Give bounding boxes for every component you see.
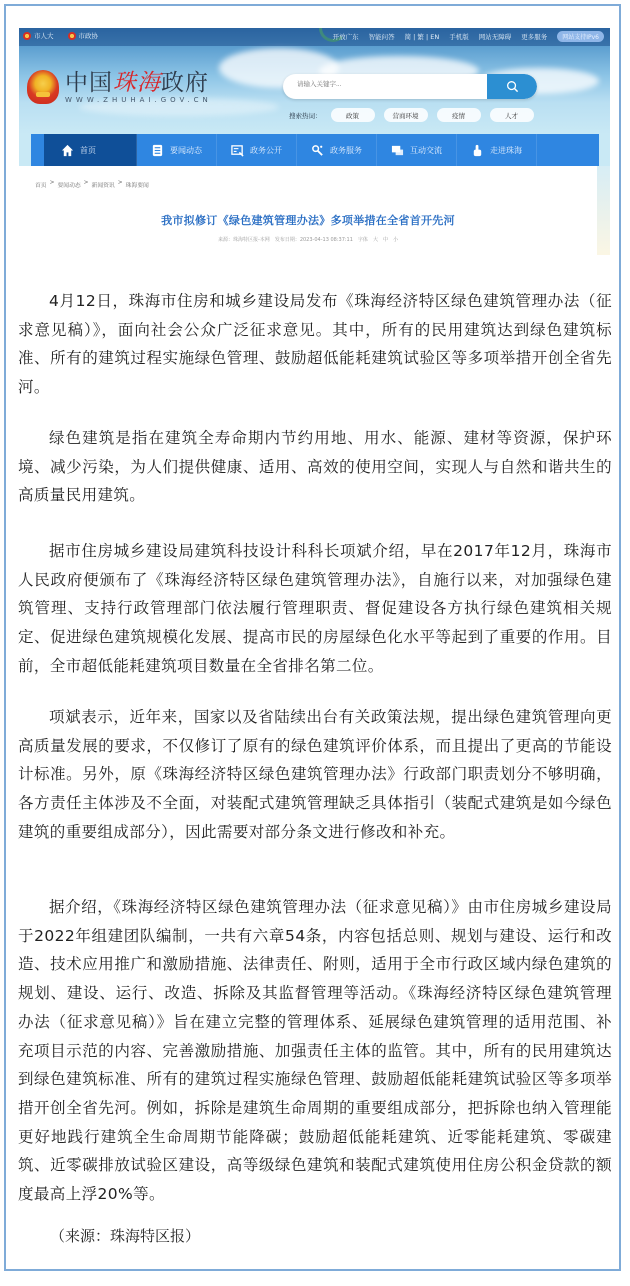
article-paragraph: 项斌表示，近年来，国家以及省陆续出台有关政策法规，提出绿色建筑管理向更高质量发展的要求，不仅修订了原有的绿色建筑评价体系，而且提出了更高的节能设计标准。另外，原《珠海经济特区绿色建筑管理办法》行政部门职责划分不够明确，各方责任主体涉及不全面，对装配式建筑管理缺乏具体指引（装配式建筑是如今绿色建筑的重要组成部分），因此需要对部分条文进行修改和补充。 (18, 708, 612, 841)
search-icon (506, 80, 519, 93)
header-banner (19, 28, 610, 134)
hot-tag[interactable]: 营商环境 (384, 108, 428, 122)
ipv6-badge: 网站支持IPv6 (557, 31, 604, 42)
font-size-large[interactable]: 大 (372, 237, 378, 243)
hot-tag[interactable]: 人才 (490, 108, 534, 122)
article-paragraph: 据市住房城乡建设局建筑科技设计科科长项斌介绍，早在2017年12月，珠海市人民政府便颁布了《珠海经济特区绿色建筑管理办法》，自施行以来，对加强绿色建筑管理、支持行政管理部门依法履行管理职责、督促建设各方执行绿色建筑相关规定、促进绿色建筑规模化发展、提高市民的房屋绿色化水平等起到了重要的作用。目前，全市超低能耗建筑项目数量在全省排名第二位。 (18, 542, 612, 675)
website-screenshot (19, 28, 610, 255)
article-title: 我市拟修订《绿色建筑管理办法》多项举措在全省首开先河 (161, 214, 455, 227)
document-search-icon (231, 144, 244, 157)
search-input[interactable] (295, 80, 469, 89)
link-mobile[interactable]: 手机版 (449, 33, 469, 41)
breadcrumb-item[interactable]: 要闻动态 (57, 183, 81, 189)
emblem-icon (68, 32, 76, 40)
search-button[interactable] (487, 74, 537, 99)
meta-date: 发布日期：2023-04-13 08:37:11 (274, 237, 353, 243)
link-accessibility[interactable]: 网站无障碍 (478, 33, 512, 41)
article-header (19, 166, 597, 255)
article-paragraph: 4月12日，珠海市住房和城乡建设局发布《珠海经济特区绿色建筑管理办法（征求意见稿）》，面向社会公众广泛征求意见。其中，所有的民用建筑达到绿色建筑标准、所有的建筑过程实施绿色管理、鼓励超低能耗建筑试验区等多项举措开创全省先河。 (18, 292, 612, 397)
article-source-note: （来源：珠海特区报） (50, 1227, 201, 1245)
link-open-guangdong[interactable]: 开放广东 (332, 33, 359, 41)
language-switch[interactable]: 简 | 繁 | EN (404, 33, 440, 41)
logo-url: WWW.ZHUHAI.GOV.CN (65, 95, 212, 104)
hot-search: 搜索热词： 政策 营商环境 疫情 人才 (289, 108, 534, 122)
emblem-icon (23, 32, 31, 40)
meta-source: 来源：珠海特区报-本网 (218, 237, 270, 243)
breadcrumb-item[interactable]: 珠海要闻 (125, 183, 149, 189)
main-nav (19, 134, 610, 166)
hot-tag[interactable]: 疫情 (437, 108, 481, 122)
breadcrumb-item[interactable]: 新闻资讯 (91, 183, 115, 189)
font-size-small[interactable]: 小 (392, 237, 398, 243)
news-list-icon (151, 144, 164, 157)
nav-gov-services[interactable]: 政务服务 (297, 134, 377, 166)
service-tools-icon (311, 144, 324, 157)
nav-home[interactable]: 首页 (44, 134, 137, 166)
breadcrumb-item[interactable]: 首页 (35, 183, 47, 189)
breadcrumb: 首页 > 要闻动态 > 新闻资讯 > 珠海要闻 (35, 180, 149, 189)
site-logo[interactable]: 中国珠海政府 WWW.ZHUHAI.GOV.CN (27, 70, 212, 104)
search-box (283, 74, 537, 99)
link-npc[interactable]: 市人大 (23, 31, 54, 40)
nav-news[interactable]: 要闻动态 (137, 134, 217, 166)
article-meta (19, 236, 597, 243)
link-smart-qa[interactable]: 智能问答 (368, 33, 395, 41)
nav-gov-affairs[interactable]: 政务公开 (217, 134, 297, 166)
nav-interaction[interactable]: 互动交流 (377, 134, 457, 166)
font-size-medium[interactable]: 中 (382, 237, 388, 243)
article-paragraph: 据介绍，《珠海经济特区绿色建筑管理办法（征求意见稿）》由市住房城乡建设局于2022年组建团队编制，一共有六章54条，内容包括总则、规划与建设、运行和改造、技术应用推广和激励措施、法律责任、附则，适用于全市行政区域内绿色建筑的规划、建设、运行、改造、拆除及其监督管理等活动。《珠海经济特区绿色建筑管理办法（征求意见稿）》旨在建立完整的管理体系、延展绿色建筑管理的适用范围、补充项目示范的内容、完善激励措施、加强责任主体的监管。其中，所有的民用建筑达到绿色建筑标准、所有的建筑过程实施绿色管理、鼓励超低能耗建筑试验区等多项举措开创全省先河。例如，拆除是建筑生命周期的重要组成部分，把拆除也纳入管理能更好地践行建筑全生命周期节能降碳；鼓励超低能耗建筑、近零能耗建筑、零碳建筑、近零碳排放试验区建设，高等级绿色建筑和装配式建筑使用住房公积金贷款的额度最高上浮20%等。 (18, 898, 612, 1204)
article-paragraph: 绿色建筑是指在建筑全寿命期内节约用地、用水、能源、建材等资源，保护环境、减少污染，为人们提供健康、适用、高效的使用空间，实现人与自然和谐共生的高质量民用建筑。 (18, 429, 612, 505)
link-more-services[interactable]: 更多服务 (521, 33, 548, 41)
link-cppcc[interactable]: 市政协 (68, 31, 99, 40)
top-bar (19, 28, 610, 46)
home-icon (61, 144, 74, 157)
font-size-label: 字体 (357, 237, 368, 243)
hand-pointer-icon (471, 144, 484, 157)
hot-tag[interactable]: 政策 (331, 108, 375, 122)
chat-bubbles-icon (391, 144, 404, 157)
nav-about-zhuhai[interactable]: 走进珠海 (457, 134, 537, 166)
national-emblem-icon (27, 70, 59, 104)
